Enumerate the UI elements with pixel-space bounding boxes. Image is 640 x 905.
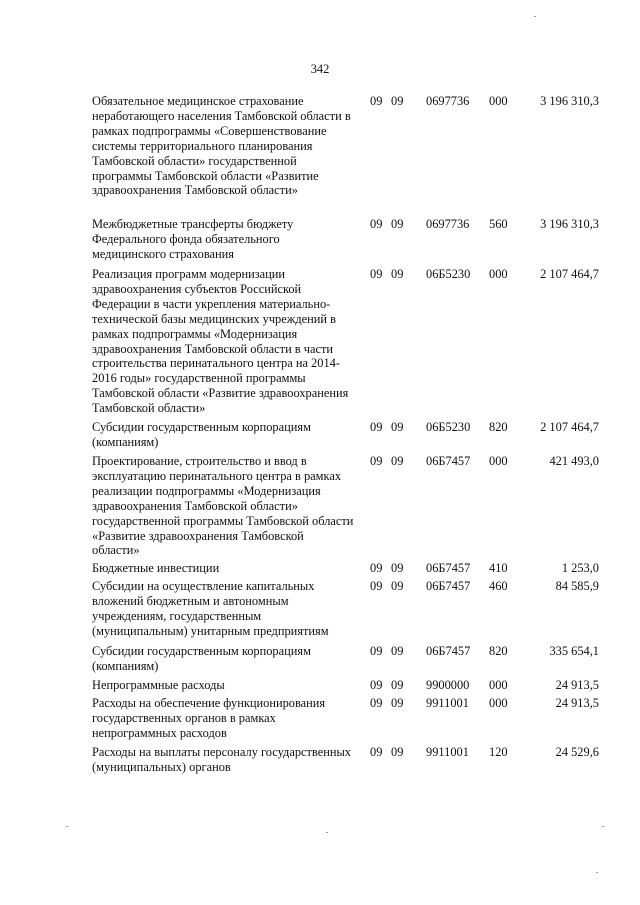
expense-type-code: 410	[489, 561, 508, 575]
scan-speck	[66, 826, 68, 827]
table-row	[92, 454, 599, 561]
row-description: Расходы на обеспечение функционирования государственных органов в рамках непрограммных расходов	[92, 696, 326, 740]
section-code: 09	[370, 745, 383, 759]
row-description: Бюджетные инвестиции	[92, 561, 220, 575]
table-row	[92, 644, 599, 678]
amount: 24 913,5	[555, 678, 599, 692]
table-row	[92, 267, 599, 420]
table-row	[92, 678, 599, 696]
subsection-code: 09	[391, 267, 404, 281]
amount: 84 585,9	[555, 579, 599, 593]
amount: 2 107 464,7	[540, 420, 599, 434]
row-description: Субсидии государственным корпорациям (компаниям)	[92, 420, 311, 449]
expense-type-code: 820	[489, 420, 508, 434]
amount: 24 913,5	[555, 696, 599, 710]
subsection-code: 09	[391, 579, 404, 593]
target-article-code: 0697736	[426, 217, 470, 231]
target-article-code: 9911001	[426, 696, 469, 710]
budget-table	[92, 94, 599, 779]
page-number: 342	[310, 62, 330, 76]
expense-type-code: 000	[489, 94, 508, 108]
row-description: Субсидии на осуществление капитальных вложений бюджетным и автономным учреждениям, государственным (муниципальным) унитарным предприятиям	[92, 579, 329, 638]
subsection-code: 09	[391, 678, 404, 692]
amount: 3 196 310,3	[540, 217, 599, 231]
table-row	[92, 696, 599, 745]
amount: 24 529,6	[555, 745, 599, 759]
amount: 421 493,0	[549, 454, 599, 468]
subsection-code: 09	[391, 94, 404, 108]
scan-speck	[326, 832, 328, 833]
scan-speck	[596, 872, 598, 873]
section-code: 09	[370, 454, 383, 468]
expense-type-code: 000	[489, 696, 508, 710]
section-code: 09	[370, 678, 383, 692]
amount: 335 654,1	[549, 644, 599, 658]
subsection-code: 09	[391, 696, 404, 710]
target-article-code: 06Б7457	[426, 454, 471, 468]
table-row	[92, 579, 599, 644]
expense-type-code: 460	[489, 579, 508, 593]
section-code: 09	[370, 94, 383, 108]
subsection-code: 09	[391, 745, 404, 759]
table-row	[92, 745, 599, 779]
target-article-code: 0697736	[426, 94, 470, 108]
target-article-code: 06Б5230	[426, 267, 471, 281]
expense-type-code: 000	[489, 267, 508, 281]
subsection-code: 09	[391, 454, 404, 468]
target-article-code: 9900000	[426, 678, 470, 692]
expense-type-code: 000	[489, 454, 508, 468]
section-code: 09	[370, 696, 383, 710]
subsection-code: 09	[391, 561, 404, 575]
row-description: Субсидии государственным корпорациям (компаниям)	[92, 644, 311, 673]
target-article-code: 9911001	[426, 745, 469, 759]
row-description: Проектирование, строительство и ввод в эксплуатацию перинатального центра в рамках реализации подпрограммы «Модернизация здравоохранения Тамбовской области» государственной программы Тамбовской области «Развитие здравоохранения Тамбовской области»	[92, 454, 354, 558]
expense-type-code: 000	[489, 678, 508, 692]
row-description: Реализация программ модернизации здравоохранения субъектов Российской Федерации в части укрепления материально-технической базы медицинских учреждений в рамках подпрограммы «Модернизация здравоохранения Тамбовской области в части строительства перинатального центра на 2014-2016 годы» государственной программы Тамбовской области «Развитие здравоохранения Тамбовской области»	[92, 267, 349, 416]
table-row	[92, 217, 599, 267]
expense-type-code: 820	[489, 644, 508, 658]
expense-type-code: 120	[489, 745, 508, 759]
section-code: 09	[370, 217, 383, 231]
target-article-code: 06Б7457	[426, 561, 471, 575]
table-row	[92, 420, 599, 454]
section-code: 09	[370, 561, 383, 575]
section-code: 09	[370, 644, 383, 658]
scan-speck	[602, 826, 604, 827]
subsection-code: 09	[391, 644, 404, 658]
subsection-code: 09	[391, 217, 404, 231]
row-description: Непрограммные расходы	[92, 678, 225, 692]
row-description: Обязательное медицинское страхование неработающего населения Тамбовской области в рамках подпрограммы «Совершенствование системы территориального планирования Тамбовской области» государственной программы Тамбовской области «Развитие здравоохранения Тамбовской области»	[92, 94, 351, 198]
section-code: 09	[370, 579, 383, 593]
scan-speck	[534, 16, 536, 17]
amount: 1 253,0	[561, 561, 599, 575]
row-description: Межбюджетные трансферты бюджету Федерального фонда обязательного медицинского страхования	[92, 217, 294, 261]
target-article-code: 06Б7457	[426, 579, 471, 593]
subsection-code: 09	[391, 420, 404, 434]
section-code: 09	[370, 267, 383, 281]
table-row	[92, 561, 599, 579]
section-code: 09	[370, 420, 383, 434]
expense-type-code: 560	[489, 217, 508, 231]
amount: 3 196 310,3	[540, 94, 599, 108]
target-article-code: 06Б7457	[426, 644, 471, 658]
amount: 2 107 464,7	[540, 267, 599, 281]
target-article-code: 06Б5230	[426, 420, 471, 434]
table-row	[92, 94, 599, 217]
row-description: Расходы на выплаты персоналу государственных (муниципальных) органов	[92, 745, 351, 774]
